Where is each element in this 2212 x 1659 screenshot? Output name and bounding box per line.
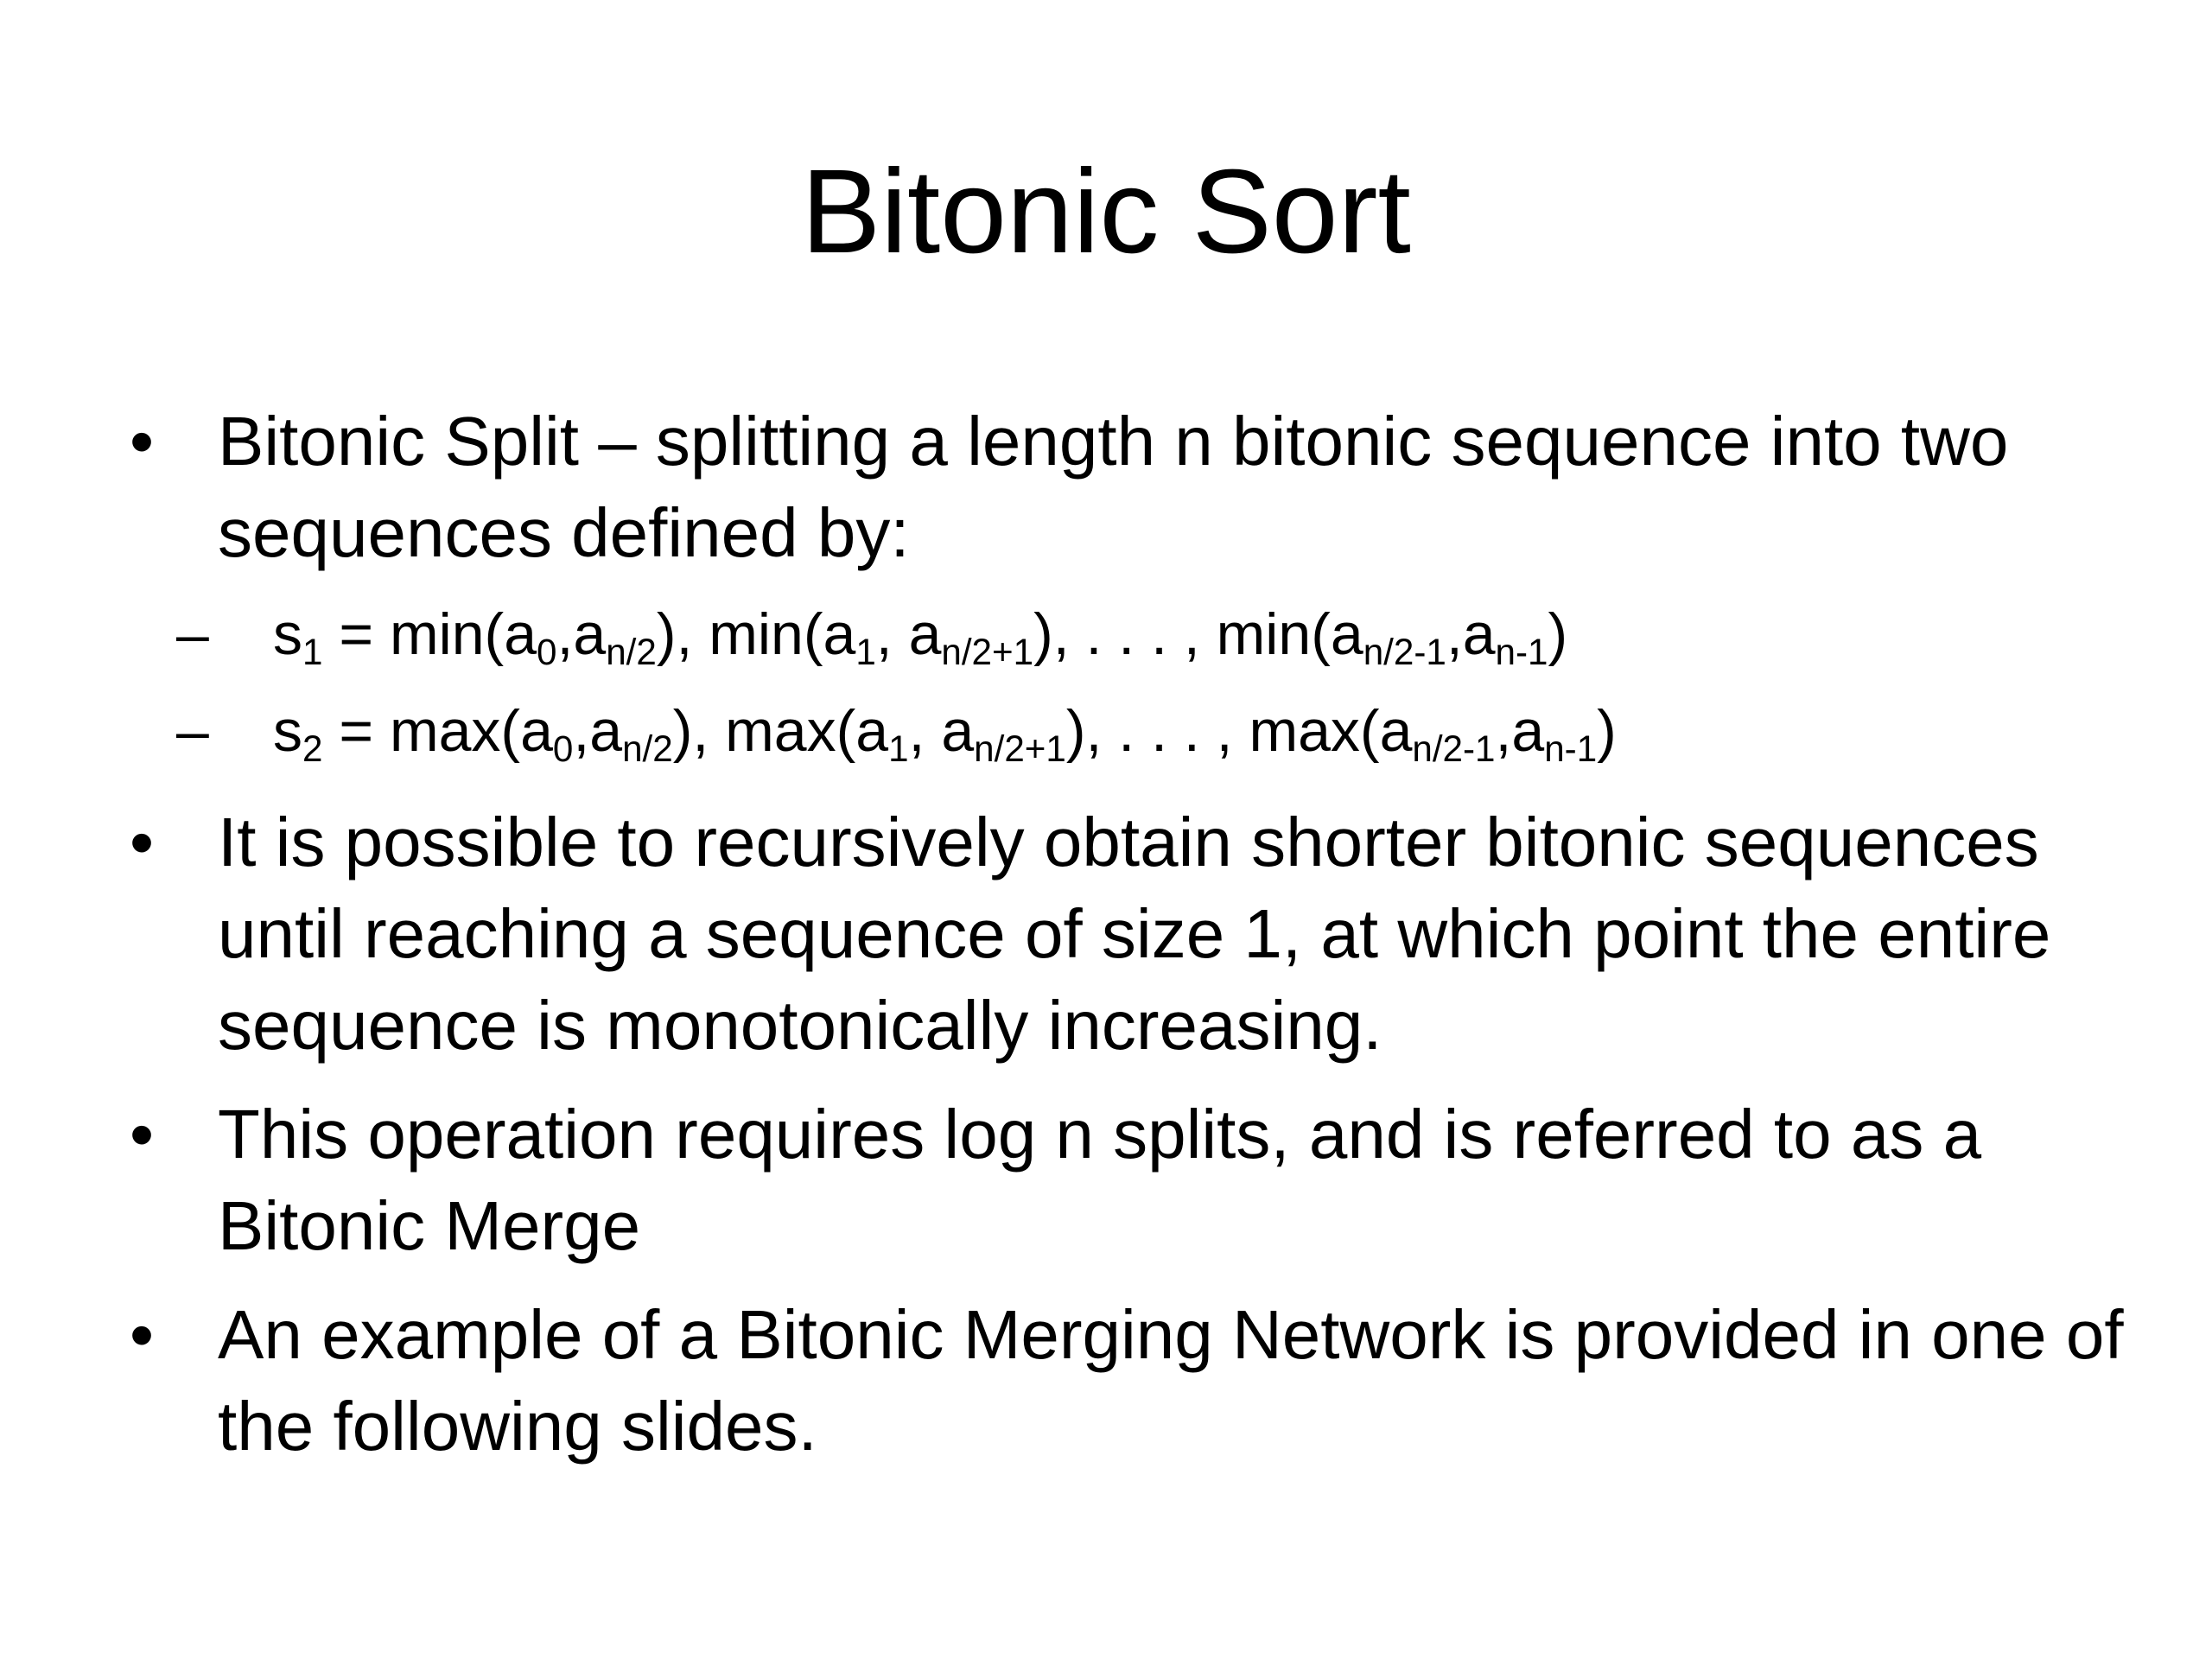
sub-bullet-list [176,586,2152,779]
bullet-item [0,396,2212,779]
sub-bullet-marker: – [176,601,209,667]
bullet-text: Bitonic Split – splitting a length n bitonic sequence into two sequences defined by: [218,403,2009,571]
bullet-marker: • [130,804,155,880]
sub-bullet-item [176,586,2152,683]
bullet-item [0,1289,2212,1472]
bullet-text: This operation requires log n splits, and is referred to as a Bitonic Merge [218,1096,1982,1264]
formula-s2: $s_2 = \max(a_0,a_{n/2})$, $\max(a_1$, $a_{n/2+1}$), . . . , $\max(a_{n/2-1},a_{n-1})$ [273,698,1617,769]
bullet-marker: • [130,403,155,480]
bullet-list [0,396,2212,1490]
bullet-text: An example of a Bitonic Merging Network is provided in one of the following slides. [218,1296,2124,1465]
slide-title: Bitonic Sort [801,145,1411,278]
bullet-marker: • [130,1096,155,1173]
sub-bullet-item [176,683,2152,779]
bullet-item [0,797,2212,1071]
formula-s1: $s_1 = \min(a_0,a_{n/2})$, $\min(a_1$, $a_{n/2+1}$), . . . , $\min(a_{n/2-1},a_{n-1})$ [273,601,1568,672]
bullet-text: It is possible to recursively obtain shorter bitonic sequences until reaching a sequence of size 1, at which point the entire sequence is monotonically increasing. [218,804,2051,1064]
sub-bullet-marker: – [176,698,209,764]
bullet-item [0,1089,2212,1272]
bullet-marker: • [130,1296,155,1373]
